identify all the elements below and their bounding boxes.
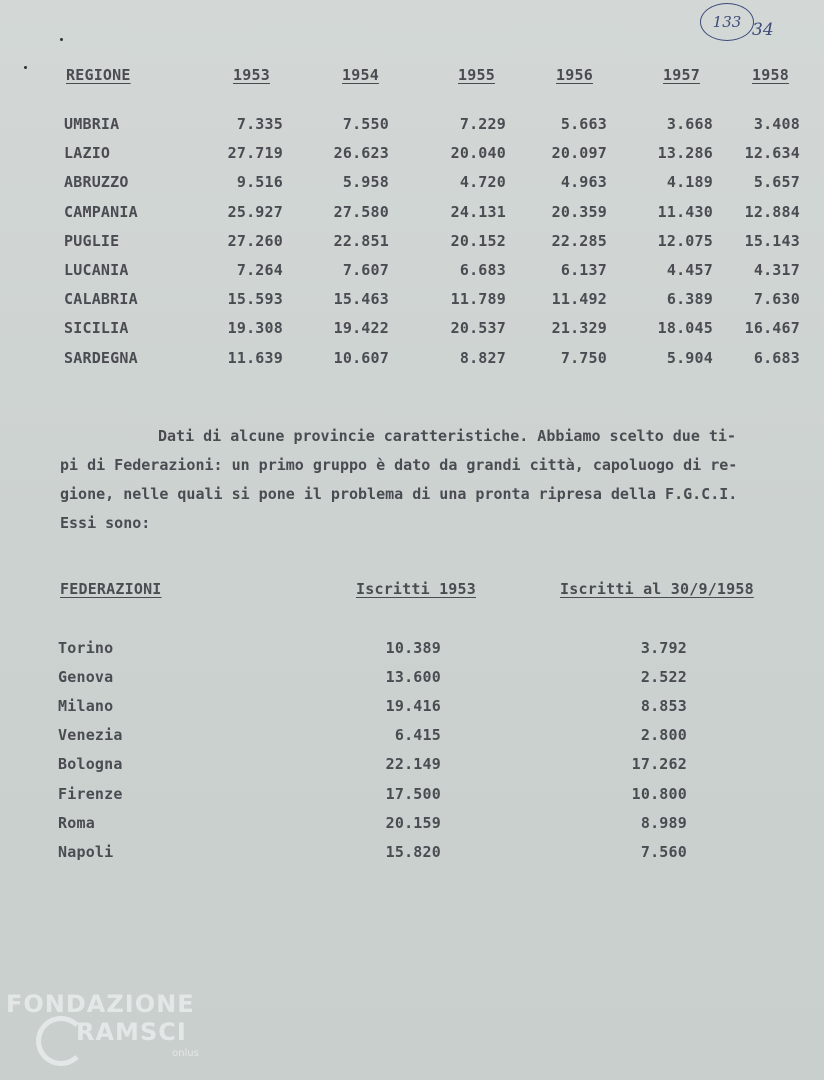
iscritti-1958-value: 8.989 xyxy=(640,814,687,832)
region-value: 13.286 xyxy=(657,144,713,162)
region-name: LUCANIA xyxy=(64,261,129,279)
region-value: 27.580 xyxy=(333,203,389,221)
region-value: 21.329 xyxy=(551,319,607,337)
header-1956: 1956 xyxy=(556,66,593,84)
region-name: ABRUZZO xyxy=(64,173,129,191)
federation-name: Milano xyxy=(58,697,114,715)
iscritti-1953-value: 22.149 xyxy=(385,755,441,773)
region-value: 4.720 xyxy=(459,173,506,191)
region-value: 12.884 xyxy=(744,203,800,221)
region-value: 3.408 xyxy=(753,115,800,133)
region-value: 5.958 xyxy=(342,173,389,191)
region-value: 11.492 xyxy=(551,290,607,308)
region-value: 8.827 xyxy=(459,349,506,367)
region-value: 11.789 xyxy=(450,290,506,308)
region-value: 12.075 xyxy=(657,232,713,250)
region-value: 7.335 xyxy=(236,115,283,133)
region-value: 11.430 xyxy=(657,203,713,221)
region-name: SICILIA xyxy=(64,319,129,337)
region-value: 20.097 xyxy=(551,144,607,162)
header-1954: 1954 xyxy=(342,66,379,84)
region-value: 20.359 xyxy=(551,203,607,221)
region-value: 18.045 xyxy=(657,319,713,337)
region-name: SARDEGNA xyxy=(64,349,138,367)
region-value: 7.550 xyxy=(342,115,389,133)
paragraph-line: Dati di alcune provincie caratteristiche. Abbiamo scelto due ti- xyxy=(158,427,736,445)
body-paragraph xyxy=(60,422,790,538)
header-1955: 1955 xyxy=(458,66,495,84)
region-value: 7.630 xyxy=(753,290,800,308)
iscritti-1958-value: 2.800 xyxy=(640,726,687,744)
header-iscritti-1958: Iscritti al 30/9/1958 xyxy=(560,580,754,598)
iscritti-1958-value: 2.522 xyxy=(640,668,687,686)
region-value: 27.719 xyxy=(227,144,283,162)
federation-name: Torino xyxy=(58,639,114,657)
iscritti-1953-value: 13.600 xyxy=(385,668,441,686)
region-value: 15.463 xyxy=(333,290,389,308)
region-value: 16.467 xyxy=(744,319,800,337)
iscritti-1958-value: 10.800 xyxy=(631,785,687,803)
region-name: CALABRIA xyxy=(64,290,138,308)
federation-name: Genova xyxy=(58,668,114,686)
iscritti-1953-value: 17.500 xyxy=(385,785,441,803)
region-value: 19.422 xyxy=(333,319,389,337)
header-1957: 1957 xyxy=(663,66,700,84)
iscritti-1953-value: 10.389 xyxy=(385,639,441,657)
region-value: 5.657 xyxy=(753,173,800,191)
federation-name: Napoli xyxy=(58,843,114,861)
region-value: 19.308 xyxy=(227,319,283,337)
ink-dot xyxy=(60,38,63,41)
region-value: 22.851 xyxy=(333,232,389,250)
region-value: 22.285 xyxy=(551,232,607,250)
region-value: 15.593 xyxy=(227,290,283,308)
federation-name: Firenze xyxy=(58,785,123,803)
header-1953: 1953 xyxy=(233,66,270,84)
header-regione: REGIONE xyxy=(66,66,131,84)
logo-line-2: RAMSCI xyxy=(76,1018,187,1046)
region-value: 4.317 xyxy=(753,261,800,279)
region-value: 15.143 xyxy=(744,232,800,250)
iscritti-1958-value: 8.853 xyxy=(640,697,687,715)
region-value: 6.683 xyxy=(753,349,800,367)
region-value: 4.189 xyxy=(666,173,713,191)
region-value: 20.152 xyxy=(450,232,506,250)
region-value: 7.264 xyxy=(236,261,283,279)
iscritti-1958-value: 3.792 xyxy=(640,639,687,657)
logo-line-3: onlus xyxy=(172,1048,199,1059)
region-value: 7.750 xyxy=(560,349,607,367)
region-value: 3.668 xyxy=(666,115,713,133)
region-value: 7.229 xyxy=(459,115,506,133)
region-name: CAMPANIA xyxy=(64,203,138,221)
region-value: 6.137 xyxy=(560,261,607,279)
iscritti-1953-value: 20.159 xyxy=(385,814,441,832)
region-name: LAZIO xyxy=(64,144,111,162)
fondazione-gramsci-logo xyxy=(6,990,199,1059)
region-value: 24.131 xyxy=(450,203,506,221)
iscritti-1958-value: 7.560 xyxy=(640,843,687,861)
region-value: 25.927 xyxy=(227,203,283,221)
region-value: 6.389 xyxy=(666,290,713,308)
region-value: 7.607 xyxy=(342,261,389,279)
region-value: 4.963 xyxy=(560,173,607,191)
iscritti-1953-value: 6.415 xyxy=(394,726,441,744)
folio-number: 34 xyxy=(752,20,774,40)
ink-dot xyxy=(24,66,27,69)
circled-page-number: 133 xyxy=(700,3,754,41)
header-federazioni: FEDERAZIONI xyxy=(60,580,162,598)
logo-line-1: FONDAZIONE xyxy=(6,990,195,1018)
paragraph-line: gione, nelle quali si pone il problema di una pronta ripresa della F.G.C.I. xyxy=(60,485,738,503)
federation-name: Roma xyxy=(58,814,95,832)
region-name: UMBRIA xyxy=(64,115,120,133)
paragraph-line: Essi sono: xyxy=(60,514,151,532)
region-value: 27.260 xyxy=(227,232,283,250)
region-name: PUGLIE xyxy=(64,232,120,250)
region-value: 5.904 xyxy=(666,349,713,367)
header-iscritti-1953: Iscritti 1953 xyxy=(356,580,476,598)
iscritti-1953-value: 19.416 xyxy=(385,697,441,715)
region-value: 11.639 xyxy=(227,349,283,367)
header-1958: 1958 xyxy=(752,66,789,84)
federation-name: Bologna xyxy=(58,755,123,773)
region-value: 6.683 xyxy=(459,261,506,279)
region-value: 20.537 xyxy=(450,319,506,337)
iscritti-1958-value: 17.262 xyxy=(631,755,687,773)
region-value: 9.516 xyxy=(236,173,283,191)
region-value: 10.607 xyxy=(333,349,389,367)
region-value: 26.623 xyxy=(333,144,389,162)
iscritti-1953-value: 15.820 xyxy=(385,843,441,861)
region-value: 4.457 xyxy=(666,261,713,279)
federation-name: Venezia xyxy=(58,726,123,744)
region-value: 12.634 xyxy=(744,144,800,162)
region-value: 5.663 xyxy=(560,115,607,133)
region-value: 20.040 xyxy=(450,144,506,162)
paragraph-line: pi di Federazioni: un primo gruppo è dato da grandi città, capoluogo di re- xyxy=(60,456,738,474)
